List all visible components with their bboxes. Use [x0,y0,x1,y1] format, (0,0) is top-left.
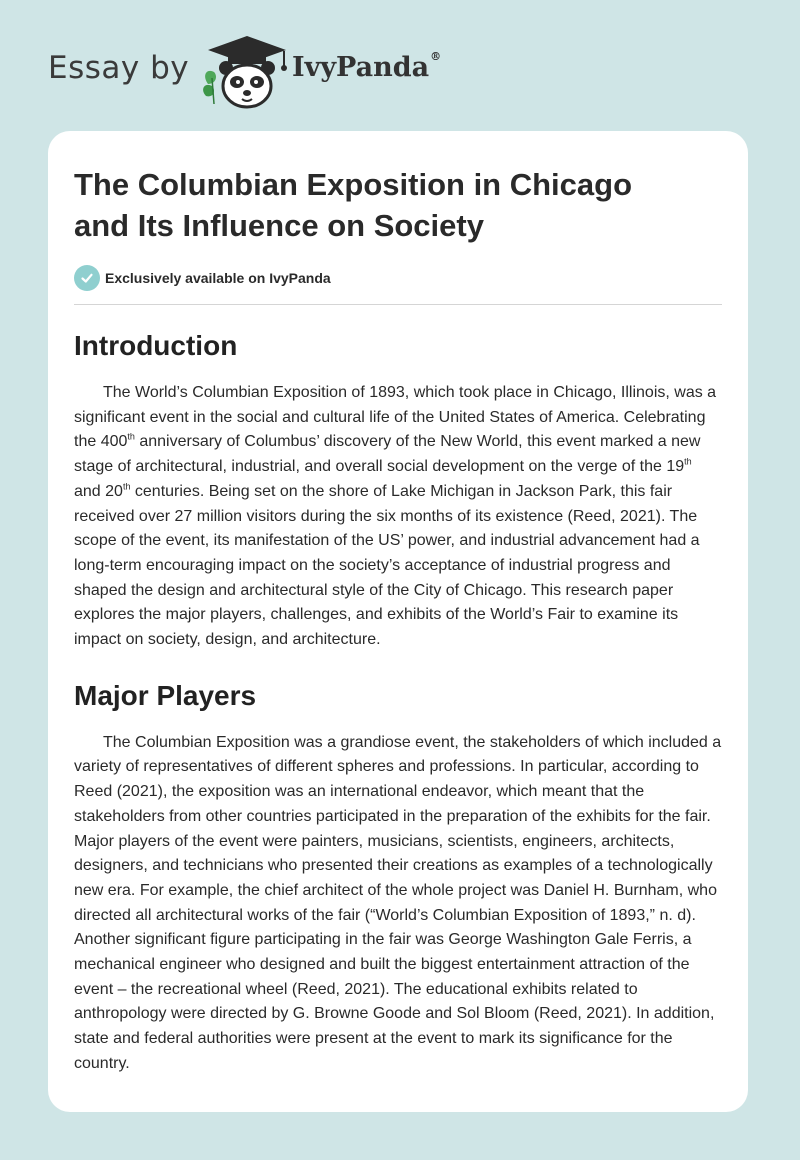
title-line-1: The Columbian Exposition in Chicago [74,167,633,202]
major-players-paragraph: The Columbian Exposition was a grandiose event, the stakeholders of which included a variety of representatives of different spheres and professions. In particular, according to Reed (2021), the exposition was an international endeavor, which meant that the stakeholders from other countries participated in the preparation of the exhibits for the fair. Major players of the event were painters, musicians, scientists, engineers, architects, designers, and technicians who presented their creations as examples of a technologically new era. For example, the chief architect of the whole project was Daniel H. Burnham, who directed all architectural works of the fair (“World’s Columbian Exposition of 1893,” n. d). Another significant figure participating in the fair was George Washington Gale Ferris, a mechanical engineer who designed and built the biggest entertainment attraction of the event – the recreational wheel (Reed, 2021). The educational exhibits related to anthropology were directed by G. Browne Goode and Sol Bloom (Reed, 2021). In addition, state and federal authorities were present at the event to mark its significance for the country. [74,733,722,1072]
exclusive-text: Exclusively available on IvyPanda [105,270,331,286]
section-heading-introduction: Introduction [74,330,238,361]
essay-title [74,164,722,246]
title-line-2: and Its Influence on Society [74,208,484,243]
divider [74,304,722,305]
introduction-paragraph: The World’s Columbian Exposition of 1893, which took place in Chicago, Illinois, was a significant event in the social and cultural life of the United States of America. Celebrating the 400th anniversary of Columbus’ discovery of the New World, this event marked a new stage of architectural, industrial, and overall social development on the verge of the 19th and 20th centuries. Being set on the shore of Lake Michigan in Jackson Park, this fair received over 27 million visitors during the six months of its existence (Reed, 2021). The scope of the event, its manifestation of the US’ power, and industrial advancement had a long-term encouraging impact on the society’s acceptance of industrial progress and shaped the design and architectural style of the City of Chicago. This research paper explores the major players, challenges, and exhibits of the World’s Fair to examine its impact on society, design, and architecture. [74,384,717,649]
brand-name[interactable]: IvyPanda® [292,50,442,83]
registered-mark: ® [430,50,442,63]
exclusive-badge [74,264,722,292]
site-header [48,30,508,110]
check-circle-icon [74,265,100,291]
panda-graduation-cap-logo-icon[interactable] [200,32,294,112]
brand-prefix: Essay by [48,50,190,86]
essay-card [48,131,748,1112]
section-heading-major-players: Major Players [74,679,257,711]
